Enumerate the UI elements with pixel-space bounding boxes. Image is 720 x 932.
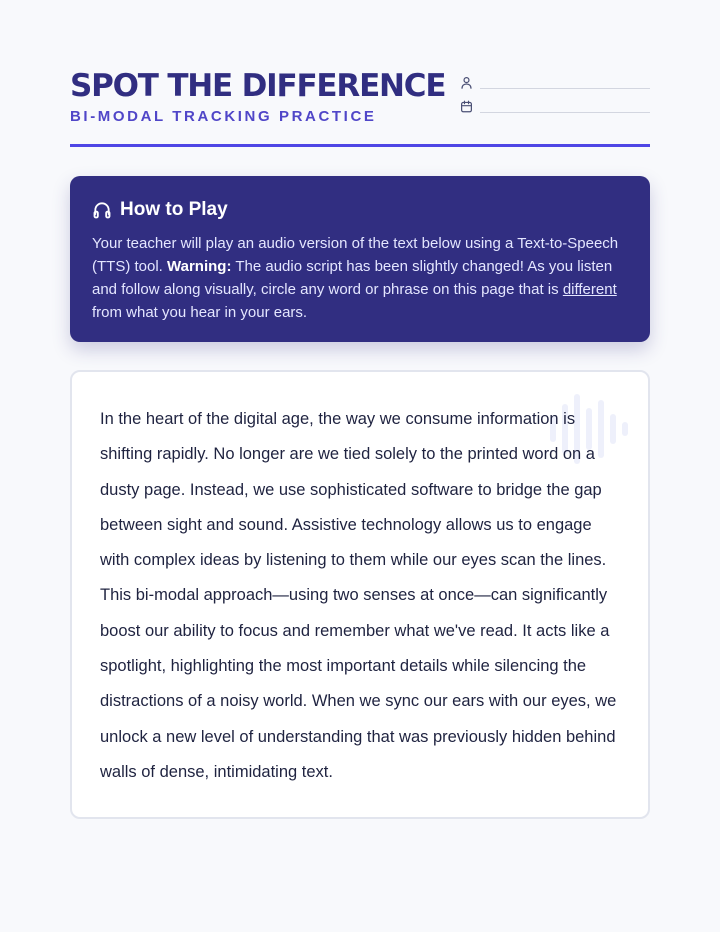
headphones-icon [92, 200, 112, 220]
instructions-text-part: Your teacher will play an audio version of the text below using a Text-to-Speech (TTS) tool. [92, 235, 619, 275]
date-row [460, 94, 650, 118]
page-subtitle: BI-MODAL TRACKING PRACTICE [70, 108, 377, 125]
passage-text[interactable]: In the heart of the digital age, the way we consume information is shifting rapidly. No longer are we tied solely to the printed word on a dusty page. Instead, we use sophisticated software to bridge the gap between sight and sound. Assistive technology allows us to engage with complex ideas by listening to them while our eyes scan the lines. This bi-modal approach—using two senses at once—can significantly boost our ability to focus and remember what we've read. It acts like a spotlight, highlighting the most important details while silencing the distractions of a noisy world. When we sync our ears with our eyes, we unlock a new level of understanding that was previously hidden behind walls of dense, intimidating text. [100, 410, 617, 781]
instructions-title: How to Play [120, 199, 228, 220]
name-row [460, 70, 650, 94]
name-field[interactable] [480, 88, 650, 89]
instructions-heading [92, 198, 628, 222]
date-field[interactable] [480, 112, 650, 113]
user-icon [460, 76, 473, 89]
emphasis-word: different [562, 281, 617, 298]
page-title: SPOT THE DIFFERENCE [70, 68, 446, 104]
worksheet-header [70, 0, 650, 148]
passage-card [70, 370, 650, 819]
student-info [460, 70, 650, 118]
instructions-text-part: from what you hear in your ears. [92, 304, 308, 321]
header-divider [70, 144, 650, 147]
calendar-icon [460, 100, 473, 113]
instructions-text [92, 232, 628, 324]
instructions-text-part: The audio script has been slightly changed! As you listen and follow along visually, circle any word or phrase on this page that is [92, 258, 613, 298]
warning-label: Warning: [167, 258, 232, 275]
instructions-box [70, 176, 650, 342]
